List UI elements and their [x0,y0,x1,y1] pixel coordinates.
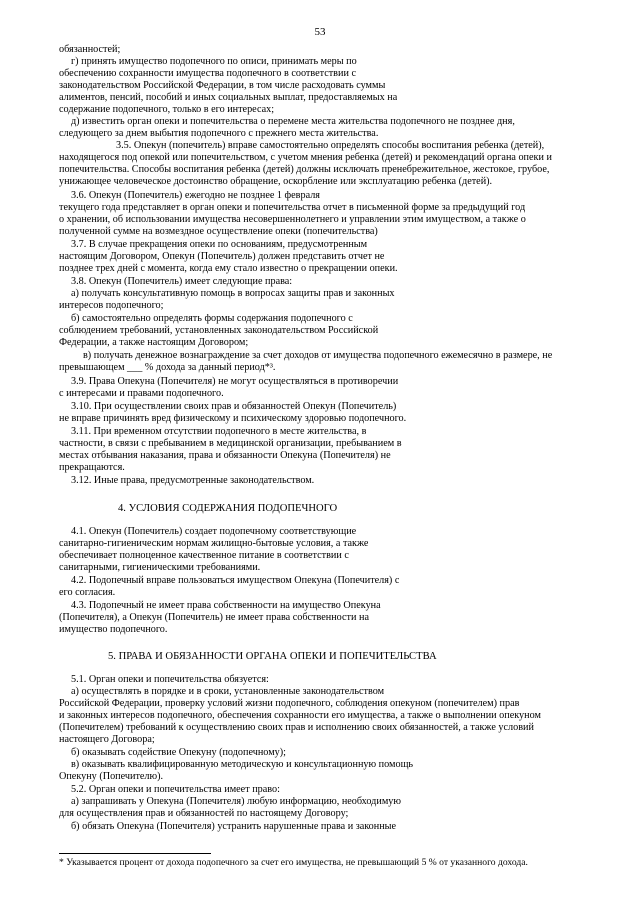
text-line: о хранении, об использовании имущества несовершеннолетнего и управлении этим имуществом, а также о [59,214,526,225]
text-line: Опекуну (Попечителю). [59,771,164,782]
section-heading: 5. ПРАВА И ОБЯЗАННОСТИ ОРГАНА ОПЕКИ И ПОПЕЧИТЕЛЬСТВА [108,651,437,662]
page-number: 53 [314,26,326,38]
text-line: 4.1. Опекун (Попечитель) создает подопечному соответствующие [71,526,357,537]
text-line: законодательством Российской Федерации, в том числе расходовать суммы [59,80,386,91]
text-line: обеспечивает полноценное качественное питание в соответствии с [59,550,349,561]
text-line: 3.8. Опекун (Попечитель) имеет следующие права: [71,276,293,287]
text-line: и законных интересов подопечного, обеспечения сохранности его имущества, а также о выполнении опекуном [59,710,541,721]
text-line: следующего за днем выбытия подопечного с прежнего места жительства. [59,128,379,139]
text-line: 3.12. Иные права, предусмотренные законодательством. [71,475,315,486]
text-line: (Попечителем) требований к осуществлению своих прав и исполнению своих обязанностей, а также условий [59,722,534,733]
text-line: б) обязать Опекуна (Попечителя) устранить нарушенные права и законные [71,821,397,832]
text-line: а) получать консультативную помощь в вопросах защиты прав и законных [71,288,395,299]
text-line: прекращаются. [59,462,125,473]
section-heading: 4. УСЛОВИЯ СОДЕРЖАНИЯ ПОДОПЕЧНОГО [118,503,338,514]
text-line: имущество подопечного. [59,624,168,635]
text-line: превышающем ___ % дохода за данный период*³. [59,362,276,373]
text-line: б) самостоятельно определять формы содержания подопечного с [71,313,353,324]
text-line: санитарно-гигиеническим нормам жилищно-бытовые условия, а также [59,538,369,549]
text-line: б) оказывать содействие Опекуну (подопечному); [71,747,286,758]
text-line: местах отбывания наказания, права и обязанности Опекуна (Попечителя) не [59,450,391,461]
text-line: 3.11. При временном отсутствии подопечного в месте жительства, в [71,426,367,437]
text-line: (Попечителя), а Опекун (Попечитель) не имеет права собственности на [59,612,369,623]
text-line: унижающее человеческое достоинство обращение, оскорбление или эксплуатацию ребенка (детей). [59,176,493,187]
footnote-separator [59,853,211,854]
text-line: текущего года представляет в орган опеки и попечительства отчет в письменной форме за предыдущий год [59,202,526,213]
text-line: соблюдением требований, установленных законодательством Российской [59,325,379,336]
text-line: д) известить орган опеки и попечительства о перемене места жительства подопечного не позднее дня, [71,116,515,127]
text-line: его согласия. [59,587,116,598]
text-line: 3.9. Права Опекуна (Попечителя) не могут осуществляться в противоречии [71,376,399,387]
footnote: * Указывается процент от дохода подопечного за счет его имущества, не превышающий 5 % от указанного дохода. [59,857,528,868]
text-line: содержание подопечного, только в его интересах; [59,104,275,115]
text-line: попечительства. Способы воспитания ребенка (детей) должны исключать пренебрежительное, жестокое, грубое, [59,164,550,175]
text-line: настоящим Договором, Опекун (Попечитель) должен представить отчет не [59,251,385,262]
text-line: 3.10. При осуществлении своих прав и обязанностей Опекун (Попечитель) [71,401,397,412]
text-line: а) осуществлять в порядке и в сроки, установленные законодательством [71,686,385,697]
text-line: 5.2. Орган опеки и попечительства имеет право: [71,784,280,795]
text-line: 3.7. В случае прекращения опеки по основаниям, предусмотренным [71,239,368,250]
text-line: настоящего Договора; [59,734,155,745]
text-line: находящегося под опекой или попечительством, с учетом мнения ребенка (детей) и рекомендаций органа опеки и [59,152,552,163]
text-line: 4.2. Подопечный вправе пользоваться имуществом Опекуна (Попечителя) с [71,575,400,586]
text-line: алиментов, пенсий, пособий и иных социальных выплат, предоставляемых на [59,92,398,103]
text-line: Федерации, а также настоящим Договором; [59,337,249,348]
text-line: 5.1. Орган опеки и попечительства обязуется: [71,674,269,685]
text-line: для осуществления прав и обязанностей по настоящему Договору; [59,808,349,819]
text-line: в) получать денежное вознаграждение за счет доходов от имущества подопечного ежемесячно в размере, не [83,350,553,361]
text-line: не вправе причинять вред физическому и психическому здоровью подопечного. [59,413,407,424]
text-line: обеспечению сохранности имущества подопечного в соответствии с [59,68,356,79]
text-line: полученной сумме на возмездное осуществление опеки (попечительства) [59,226,378,237]
text-line: с интересами и правами подопечного. [59,388,224,399]
text-line: г) принять имущество подопечного по описи, принимать меры по [71,56,357,67]
text-line: частности, в связи с пребыванием в медицинской организации, пребыванием в [59,438,402,449]
text-line: 4.3. Подопечный не имеет права собственности на имущество Опекуна [71,600,381,611]
text-line: обязанностей; [59,44,121,55]
text-line: интересов подопечного; [59,300,164,311]
text-line: в) оказывать квалифицированную методическую и консультационную помощь [71,759,414,770]
text-line: санитарными, гигиеническими требованиями. [59,562,261,573]
text-line: позднее трех дней с момента, когда ему стало известно о прекращении опеки. [59,263,398,274]
text-line: а) запрашивать у Опекуна (Попечителя) любую информацию, необходимую [71,796,401,807]
text-line: 3.5. Опекун (попечитель) вправе самостоятельно определять способы воспитания ребенка (детей), [116,140,545,151]
text-line: 3.6. Опекун (Попечитель) ежегодно не позднее 1 февраля [71,190,320,201]
text-line: Российской Федерации, проверку условий жизни подопечного, соблюдения опекуном (попечителем) прав [59,698,520,709]
